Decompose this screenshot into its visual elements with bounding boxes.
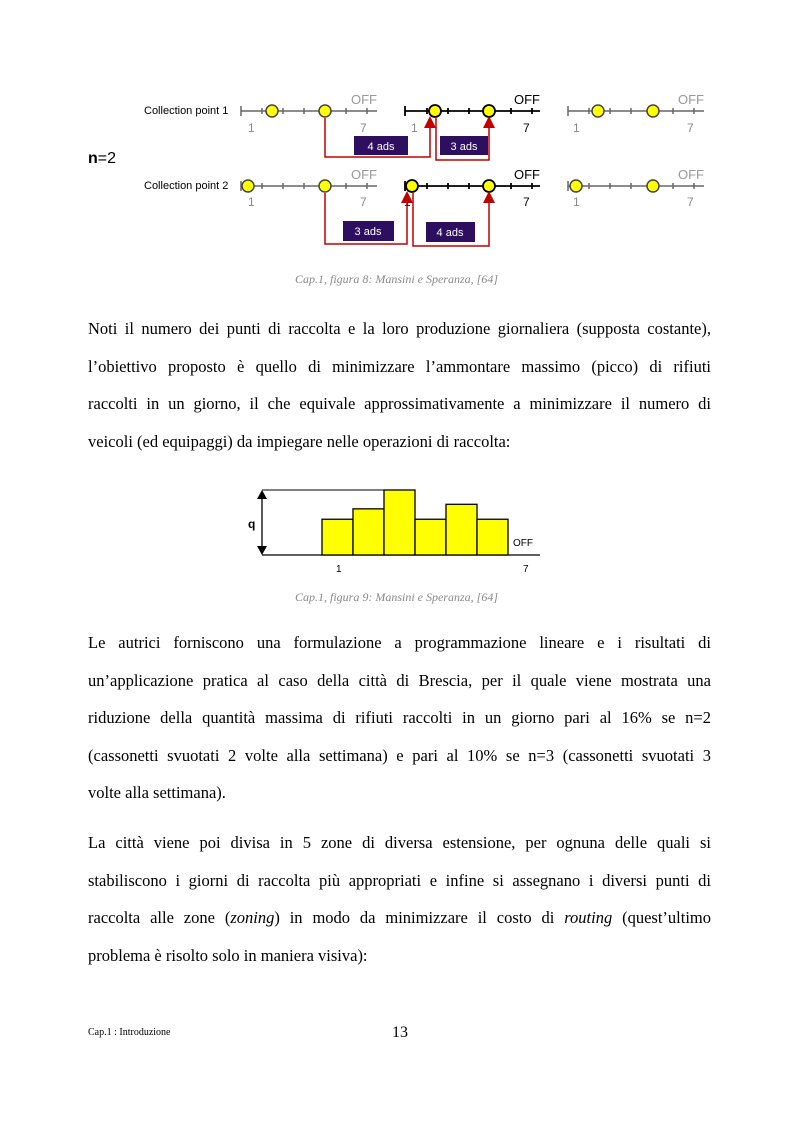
n-label-bold: n [88,150,98,167]
histogram-bars [322,490,508,555]
q-arrow-up-icon [257,490,267,499]
q-label: q [248,517,256,531]
row2-marker [319,180,331,192]
row1-marker [429,105,441,117]
figure-9 [0,480,793,580]
row1-marker [266,105,278,117]
row2-seg2-off: OFF [514,167,540,182]
paragraph-2-line: riduzione della quantità massima di rifiuti raccolti in un giorno pari al 16% se n=2 [88,708,711,727]
histogram-bar [446,504,477,555]
row1-ads-label-left: 4 ads [367,141,395,153]
figure-9-caption: Cap.1, figura 9: Mansini e Speranza, [64] [294,590,498,604]
figure-8-caption: Cap.1, figura 8: Mansini e Speranza, [64] [294,272,498,286]
paragraph-2-line: (cassonetti svuotati 2 volte alla settimana) e pari al 10% se n=3 (cassonetti svuotati 3 [88,745,711,765]
row2-seg3-off: OFF [678,167,704,182]
paragraph-2-line: Le autrici forniscono una formulazione a programmazione lineare e i risultati di [88,633,711,652]
footer-chapter: Cap.1 : Introduzione [88,1027,171,1038]
peak-histogram-chart [0,480,793,580]
row1-seg1-start: 1 [248,121,255,135]
row1-marker [592,105,604,117]
paragraph-3-line [88,899,711,937]
paragraph-2-line: volte alla settimana). [88,783,226,802]
row1-seg2-start: 1 [411,121,418,135]
n-label-rest: =2 [97,150,117,167]
row1-seg1-off: OFF [351,92,377,107]
row2-segment-3 [568,181,704,191]
row1-ads-label-right: 3 ads [450,141,478,153]
row2-marker [570,180,582,192]
row1-marker [483,105,495,117]
row1-label: Collection point 1 [144,105,229,117]
paragraph-3 [88,824,711,974]
row1-seg3-start: 1 [573,121,580,135]
row2-label: Collection point 2 [144,180,229,192]
row1-segment-3 [568,106,704,116]
p3-text: raccolta alle zone ( [88,908,231,927]
row2-marker [647,180,659,192]
row2-seg1-start: 1 [248,195,255,209]
row1-seg3-end: 7 [687,121,694,135]
histogram-bar [384,490,415,555]
row2-marker [406,180,418,192]
row2-seg3-start: 1 [573,195,580,209]
row1-seg3-off: OFF [678,92,704,107]
paragraph-1-line: veicoli (ed equipaggi) da impiegare nelle operazioni di raccolta: [88,431,511,451]
n-label [88,150,116,167]
row1-seg2-off: OFF [514,92,540,107]
row2-ads-label-left: 3 ads [354,226,382,238]
row2-segment-2 [405,181,540,191]
paragraph-1-line: raccolti in un giorno, il che equivale approssimativamente a minimizzare il numero di [88,394,711,413]
row1-seg1-end: 7 [360,121,367,135]
paragraph-2-line: un’applicazione pratica al caso della città di Brescia, per il quale viene mostrata una [88,670,711,690]
row2-segment-1 [241,181,377,191]
histogram-tick-start: 1 [336,564,342,575]
p3-text: ) in modo da minimizzare il costo di [274,908,565,927]
row2-seg1-off: OFF [351,167,377,182]
p3-text: (quest’ultimo [612,908,711,927]
row1-segment-2 [405,106,540,116]
row1-marker [319,105,331,117]
figure-8 [0,85,793,260]
histogram-bar [415,519,446,555]
histogram-bar [322,519,353,555]
paragraph-1-line: l’obiettivo proposto è quello di minimizzare l’ammontare massimo (picco) di rifiuti [88,356,711,376]
paragraph-3-line: stabiliscono i giorni di raccolta più appropriati e infine si assegnano i diversi punti di [88,870,711,890]
collection-schedule-diagram [0,85,793,260]
p3-term-zoning: zoning [230,908,275,927]
histogram-bar [477,519,508,555]
paragraph-3-line: problema è risolto solo in maniera visiva): [88,945,368,965]
histogram-bar [353,509,384,555]
histogram-off-label: OFF [513,538,533,549]
row1-seg2-end: 7 [523,121,530,135]
row2-marker [242,180,254,192]
row1-segment-1 [241,106,377,116]
paragraph-1 [88,310,711,460]
row1-marker [647,105,659,117]
row2-seg2-start: 1 [404,195,411,209]
q-arrow-down-icon [257,546,267,555]
row2-marker [483,180,495,192]
p3-term-routing: routing [564,908,613,927]
page-number: 13 [392,1024,408,1041]
paragraph-2 [88,624,711,812]
histogram-tick-end: 7 [523,564,529,575]
paragraph-3-line: La città viene poi divisa in 5 zone di diversa estensione, per ognuna delle quali si [88,833,711,852]
paragraph-1-line: Noti il numero dei punti di raccolta e la loro produzione giornaliera (supposta costante), [88,319,711,338]
row2-seg3-end: 7 [687,195,694,209]
row2-seg1-end: 7 [360,195,367,209]
row2-seg2-end: 7 [523,195,530,209]
row2-ads-label-right: 4 ads [436,227,464,239]
